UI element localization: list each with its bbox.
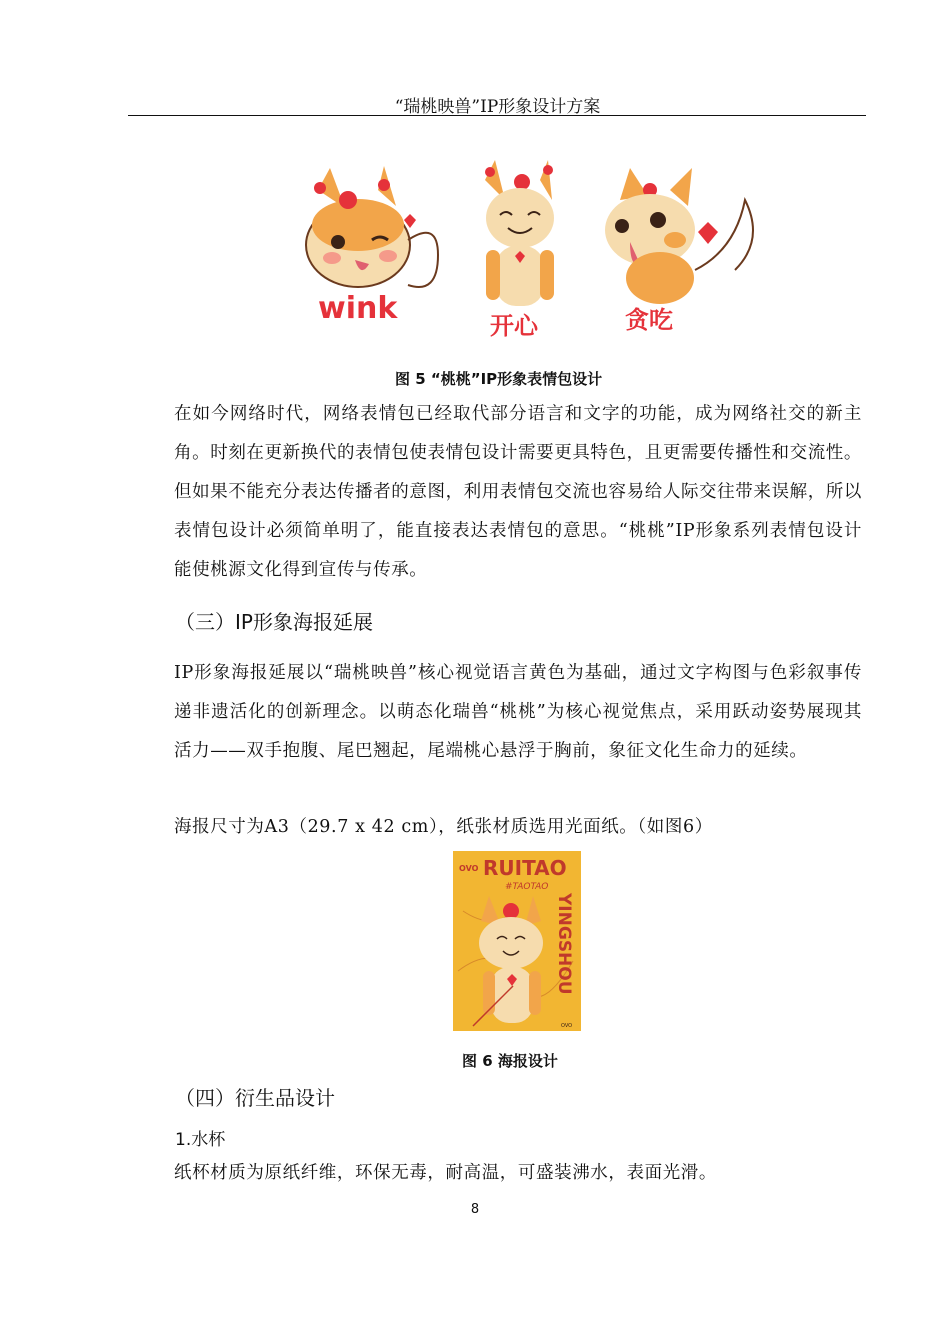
sticker-happy — [485, 160, 554, 340]
figure5-sticker-set — [300, 160, 760, 345]
sticker-wink — [306, 166, 438, 326]
paragraph-cup — [137, 1154, 862, 1193]
paragraph-poster-size — [137, 808, 862, 847]
sticker-label-happy: 开心 — [490, 312, 538, 340]
poster-tag: #TAOTAO — [505, 882, 549, 892]
poster-vertical-title: YINGSHOU — [554, 893, 574, 995]
paragraph-emoji-text: 在如今网络时代，网络表情包已经取代部分语言和文字的功能，成为网络社交的新主角。时刻在更新换代的表情包使表情包设计需要更具特色，且更需要传播性和交流性。但如果不能充分表达传播者的意图，利用表情包交流也容易给人际交往带来误解，所以表情包设计必须简单明了，能直接表达表情包的意思。“桃桃”IP形象系列表情包设计能使桃源文化得到宣传与传承。 — [174, 404, 862, 580]
figure6-caption: 图 6 海报设计 — [462, 1052, 558, 1070]
subheading-cup: 1.水杯 — [175, 1130, 226, 1150]
poster-title: RUITAO — [483, 856, 567, 880]
paragraph-cup-text: 纸杯材质为原纸纤维，环保无毒，耐高温，可盛装沸水，表面光滑。 — [174, 1163, 717, 1183]
section-heading-poster: （三）IP形象海报延展 — [175, 610, 373, 634]
running-header: “瑞桃映兽”IP形象设计方案 — [394, 97, 601, 117]
figure5-caption: 图 5 “桃桃”IP形象表情包设计 — [395, 370, 603, 388]
figure6-poster — [453, 851, 581, 1031]
paragraph-emoji-design — [137, 395, 862, 590]
sticker-label-wink: wink — [318, 291, 398, 326]
sticker-greedy — [605, 168, 753, 334]
page-number: 8 — [470, 1202, 480, 1217]
paragraph-poster-concept — [137, 654, 862, 771]
sticker-label-greedy: 贪吃 — [625, 306, 673, 334]
poster-corner-mark: OVO — [561, 1023, 573, 1029]
section-heading-derivatives: （四）衍生品设计 — [175, 1086, 335, 1110]
paragraph-poster-concept-text: IP形象海报延展以“瑞桃映兽”核心视觉语言黄色为基础，通过文字构图与色彩叙事传递非遗活化的创新理念。以萌态化瑞兽“桃桃”为核心视觉焦点，采用跃动姿势展现其活力——双手抱腹、尾巴翘起，尾端桃心悬浮于胸前，象征文化生命力的延续。 — [174, 663, 862, 761]
paragraph-poster-size-text: 海报尺寸为A3（29.7 x 42 cm），纸张材质选用光面纸。（如图6） — [174, 817, 713, 837]
poster-brand: OVO — [459, 864, 479, 873]
header-rule — [128, 115, 866, 116]
